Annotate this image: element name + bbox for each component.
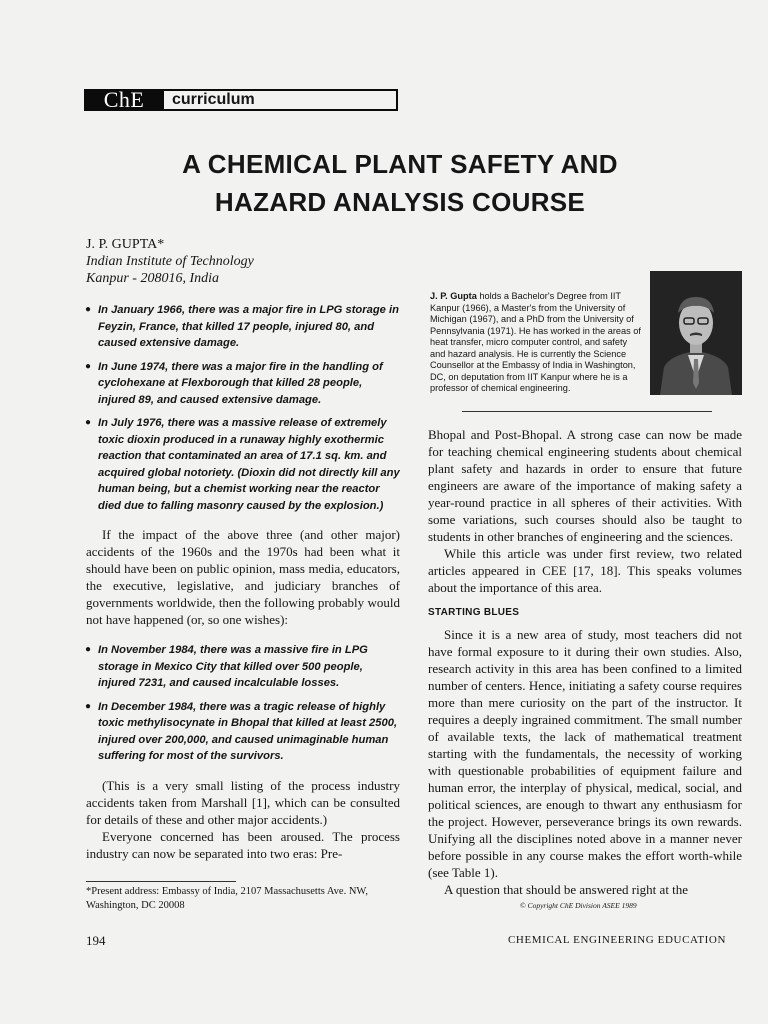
running-footer: CHEMICAL ENGINEERING EDUCATION: [508, 934, 727, 946]
list-item: ● In December 1984, there was a tragic release of highly toxic methylisocynate in Bhopal that killed at least 2500, injured over 200,000, and caused unimaginable human suffering for most of the survivors.: [86, 699, 400, 765]
section-heading: STARTING BLUES: [428, 607, 520, 618]
footnote-divider: [86, 881, 236, 882]
everyone-paragraph: Everyone concerned has been aroused. The process industry can now be separated into two eras: Pre-: [86, 828, 400, 861]
impact-paragraph-wrap: [86, 526, 400, 628]
author-block: [86, 236, 254, 287]
starting-blues-body: [428, 626, 742, 898]
bio-name: J. P. Gupta: [430, 291, 477, 301]
right-body: [428, 426, 742, 596]
title-line-2: HAZARD ANALYSIS COURSE: [214, 187, 586, 217]
intro-paragraph: Bhopal and Post-Bhopal. A strong case can now be made for teaching chemical engineering students about chemical plant safety and hazards in order to ensure that future engineers are aware of the importance of making safety a year-round practice in all spheres of their activities. With some variations, such courses should also be taught to students in other branches of engineering and the sciences.: [428, 427, 742, 544]
author-name: J. P. GUPTA*: [86, 237, 165, 252]
author-affiliation: Indian Institute of Technology: [86, 254, 254, 269]
section-header: [84, 89, 398, 111]
starting-blues-paragraph: Since it is a new area of study, most teachers did not have formal exposure to it during their own studies. Also, research activity in this area has been confined to a limited number of centers. Hence, initiating a safety course requires more than mere curiosity on the part of the instructor. It requires a deeply ingrained commitment. The small number of available texts, the lack of mathematical treatment starting with the fundamentals, the necessity of working with questionable probabilities of equipment failure and human error, the interplay of physical, medical, social, and political sciences, are enough to thwart any enthusiasm for the project. However, perseverance brings its own rewards. Unifying all the disciplines noted above in a manner never before possible in any course makes the effort worth-while (see Table 1).: [428, 627, 742, 880]
author-bio: [430, 291, 644, 395]
page-number: 194: [86, 933, 106, 948]
listing-paragraphs: [86, 777, 400, 862]
author-location: Kanpur - 208016, India: [86, 271, 219, 286]
review-paragraph: While this article was under first review, two related articles appeared in CEE [17, 18]. This speaks volumes about the importance of this area.: [428, 546, 742, 595]
accident-list-1: [86, 302, 400, 514]
che-logo: ChE: [84, 89, 164, 111]
question-paragraph: A question that should be answered right at the: [444, 882, 689, 897]
right-column: [428, 426, 742, 898]
bio-text: holds a Bachelor's Degree from IIT Kanpur (1966), a Master's from the University of Michigan (1967), and a PhD from the University of Pennsylvania (1971). He has worked in the areas of heat transfer, micro computer control, and safety and hazard analysis. He is currently the Science Counsellor at the Embassy of India in Washington, DC, on deputation from IIT Kanpur where he is a professor of chemical engineering.: [430, 291, 641, 393]
impact-paragraph: If the impact of the above three (and other major) accidents of the 1960s and the 1970s had been what it should have been on public opinion, mass media, educators, the executive, legislative, and judiciary branches of governments worldwide, then the following probably would not have happened (or, so one wishes):: [86, 527, 400, 627]
copyright-notice: © Copyright ChE Division ASEE 1989: [520, 901, 637, 910]
listing-paragraph: (This is a very small listing of the process industry accidents taken from Marshall [1], which can be consulted for details of these and other major accidents.): [86, 777, 400, 827]
footnote: *Present address: Embassy of India, 2107 Massachusetts Ave. NW, Washington, DC 20008: [86, 886, 368, 911]
accident-list-2: [86, 642, 400, 765]
list-item: ● In January 1966, there was a major fire in LPG storage in Feyzin, France, that killed 17 people, injured 80, and caused extensive damage.: [86, 302, 400, 352]
list-item: ● In July 1976, there was a massive release of extremely toxic dioxin produced in a runaway highly exothermic reaction that contaminated an area of 17.1 sq. km. and acquired global notoriety. (Dioxin did not directly kill any human being, but a chemist working near the reactor died due to falling masonry caused by the explosion.): [86, 415, 400, 514]
bio-divider: [462, 411, 712, 412]
article-title: [100, 145, 700, 221]
list-item: ● In June 1974, there was a major fire in the handling of cyclohexane at Flexborough that killed 28 people, injured 89, and caused extensive damage.: [86, 359, 400, 409]
section-label: curriculum: [164, 89, 398, 111]
author-photo: [650, 271, 742, 395]
list-item: ● In November 1984, there was a massive fire in LPG storage in Mexico City that killed over 500 people, injured 7231, and caused incalculable losses.: [86, 642, 400, 692]
title-line-1: A CHEMICAL PLANT SAFETY AND: [182, 149, 618, 179]
left-column: [86, 302, 400, 862]
